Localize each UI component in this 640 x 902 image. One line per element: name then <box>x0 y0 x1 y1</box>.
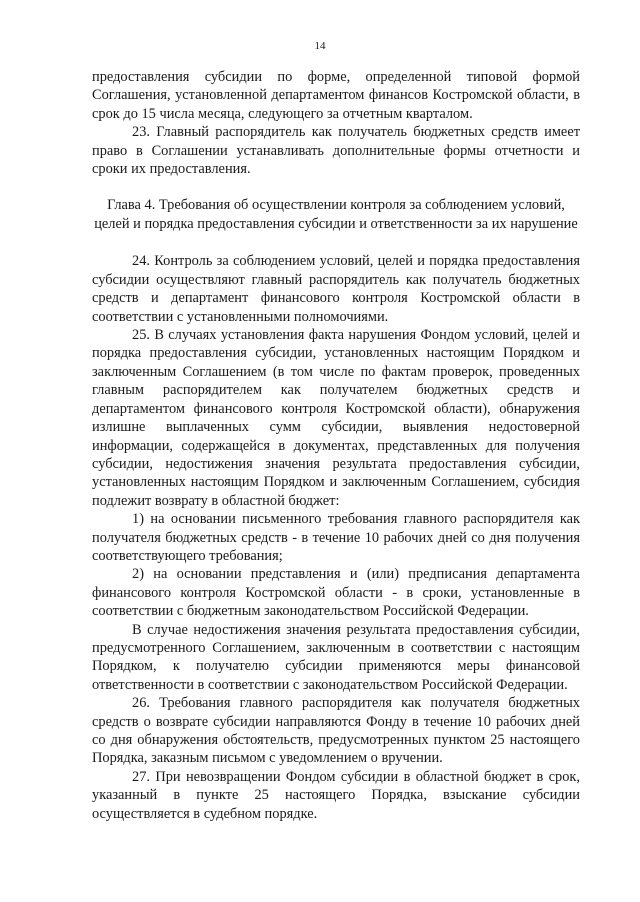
document-body <box>92 68 580 823</box>
chapter-heading: Глава 4. Требования об осуществлении контроля за соблюдением условий, целей и порядка предоставления субсидии и ответственности за их нарушение <box>94 197 578 233</box>
paragraph-25: 25. В случаях установления факта нарушения Фондом условий, целей и порядка предоставления субсидии, установленных настоящим Порядком и заключенным Соглашением (в том числе по фактам проверок, проведенных главным распорядителем как получателем бюджетных средств и департаментом финансового контроля Костромской области), обнаружения излишне выплаченных сумм субсидии, выявления недостоверной информации, содержащейся в документах, представленных для получения субсидии, недостижения значения результата предоставления субсидии, установленных настоящим Порядком и заключенным Соглашением, субсидия подлежит возврату в областной бюджет: <box>92 327 580 509</box>
paragraph-25-note: В случае недостижения значения результата предоставления субсидии, предусмотренного Соглашением, заключенным в соответствии с настоящим Порядком, к получателю субсидии применяются меры финансовой ответственности в соответствии с законодательством Российской Федерации. <box>92 621 580 693</box>
paragraph-26: 26. Требования главного распорядителя как получателя бюджетных средств о возврате субсидии направляются Фонду в течение 10 рабочих дней со дня обнаружения обстоятельств, предусмотренных пунктом 25 настоящего Порядка, заказным письмом с уведомлением о вручении. <box>92 695 580 767</box>
page-number: 14 <box>314 40 326 52</box>
paragraph-24: 24. Контроль за соблюдением условий, целей и порядка предоставления субсидии осуществляют главный распорядитель как получатель бюджетных средств и департамент финансового контроля Костромской области в соответствии с установленными полномочиями. <box>92 253 580 325</box>
paragraph-27: 27. При невозвращении Фондом субсидии в областной бюджет в срок, указанный в пункте 25 настоящего Порядка, взыскание субсидии осуществляется в судебном порядке. <box>92 768 580 822</box>
paragraph-continuation: предоставления субсидии по форме, определенной типовой формой Соглашения, установленной департаментом финансов Костромской области, в срок до 15 числа месяца, следующего за отчетным кварталом. <box>92 69 580 122</box>
paragraph-25-item-2: 2) на основании представления и (или) предписания департамента финансового контроля Костромской области - в сроки, установленные в соответствии с бюджетным законодательством Российской Федерации. <box>92 566 580 620</box>
paragraph-23: 23. Главный распорядитель как получатель бюджетных средств имеет право в Соглашении устанавливать дополнительные формы отчетности и сроки их предоставления. <box>92 124 580 178</box>
paragraph-25-item-1: 1) на основании письменного требования главного распорядителя как получателя бюджетных средств - в течение 10 рабочих дней со дня получения соответствующего требования; <box>92 511 580 564</box>
